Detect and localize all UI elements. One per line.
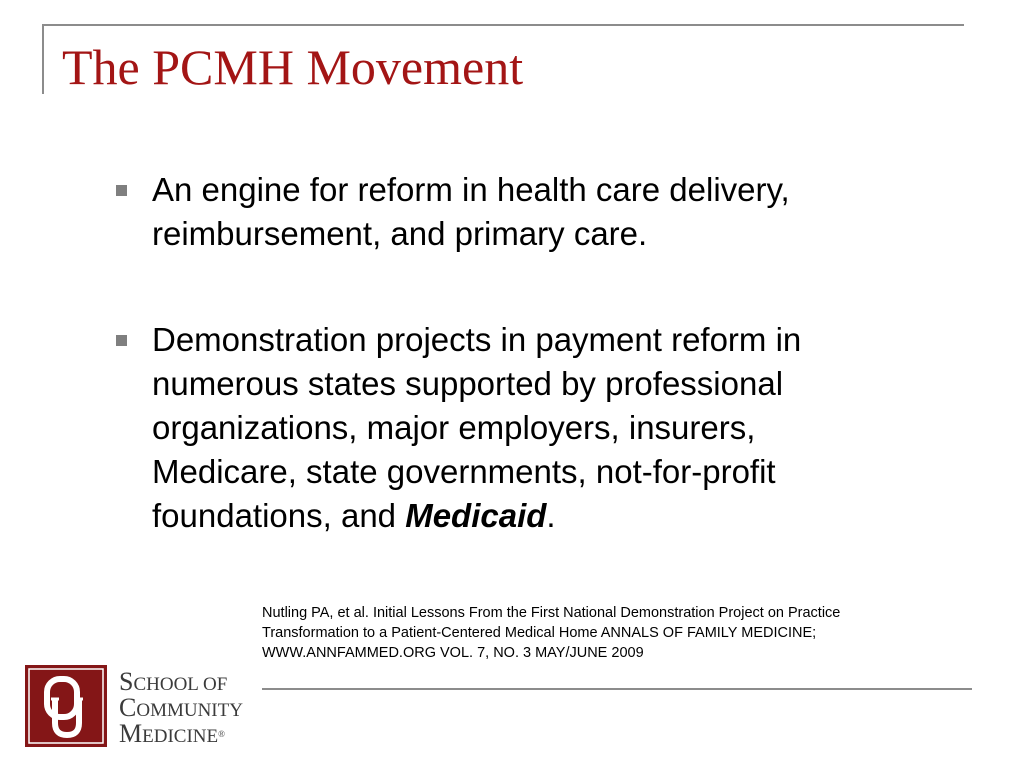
bullet-list xyxy=(112,168,892,538)
bullet-item-demonstration-projects xyxy=(112,318,892,538)
school-wordmark xyxy=(119,667,243,749)
registered-mark: ® xyxy=(218,729,225,739)
title-frame-left-rule xyxy=(42,24,44,94)
school-line-1: SCHOOL OF xyxy=(119,667,228,696)
bullet-text: Demonstration projects in payment reform in numerous states supported by professional organizations, major employers, insurers, Medicare, state governments, not-for-profit foundations, and xyxy=(152,321,802,534)
footer-divider xyxy=(262,688,972,690)
citation-line-2: Transformation to a Patient-Centered Medical Home ANNALS OF FAMILY MEDICINE; xyxy=(262,625,817,641)
ou-logo-icon xyxy=(25,665,107,747)
title-frame-top-rule xyxy=(42,24,964,26)
citation xyxy=(262,603,972,663)
school-line-2: COMMUNITY xyxy=(119,693,243,722)
bullet-suffix: . xyxy=(546,497,556,534)
square-bullet-icon xyxy=(116,335,127,346)
citation-line-1: Nutling PA, et al. Initial Lessons From the First National Demonstration Project on Practice xyxy=(262,605,841,621)
citation-line-3: WWW.ANNFAMMED.ORG VOL. 7, NO. 3 MAY/JUNE 2009 xyxy=(262,645,644,661)
slide-title: The PCMH Movement xyxy=(62,39,524,95)
square-bullet-icon xyxy=(116,185,127,196)
bullet-text: An engine for reform in health care delivery, reimbursement, and primary care. xyxy=(152,171,790,252)
bullet-item-reform-engine xyxy=(112,168,892,256)
school-line-3: MEDICINE® xyxy=(119,719,225,748)
bullet-emphasis: Medicaid xyxy=(405,497,547,534)
